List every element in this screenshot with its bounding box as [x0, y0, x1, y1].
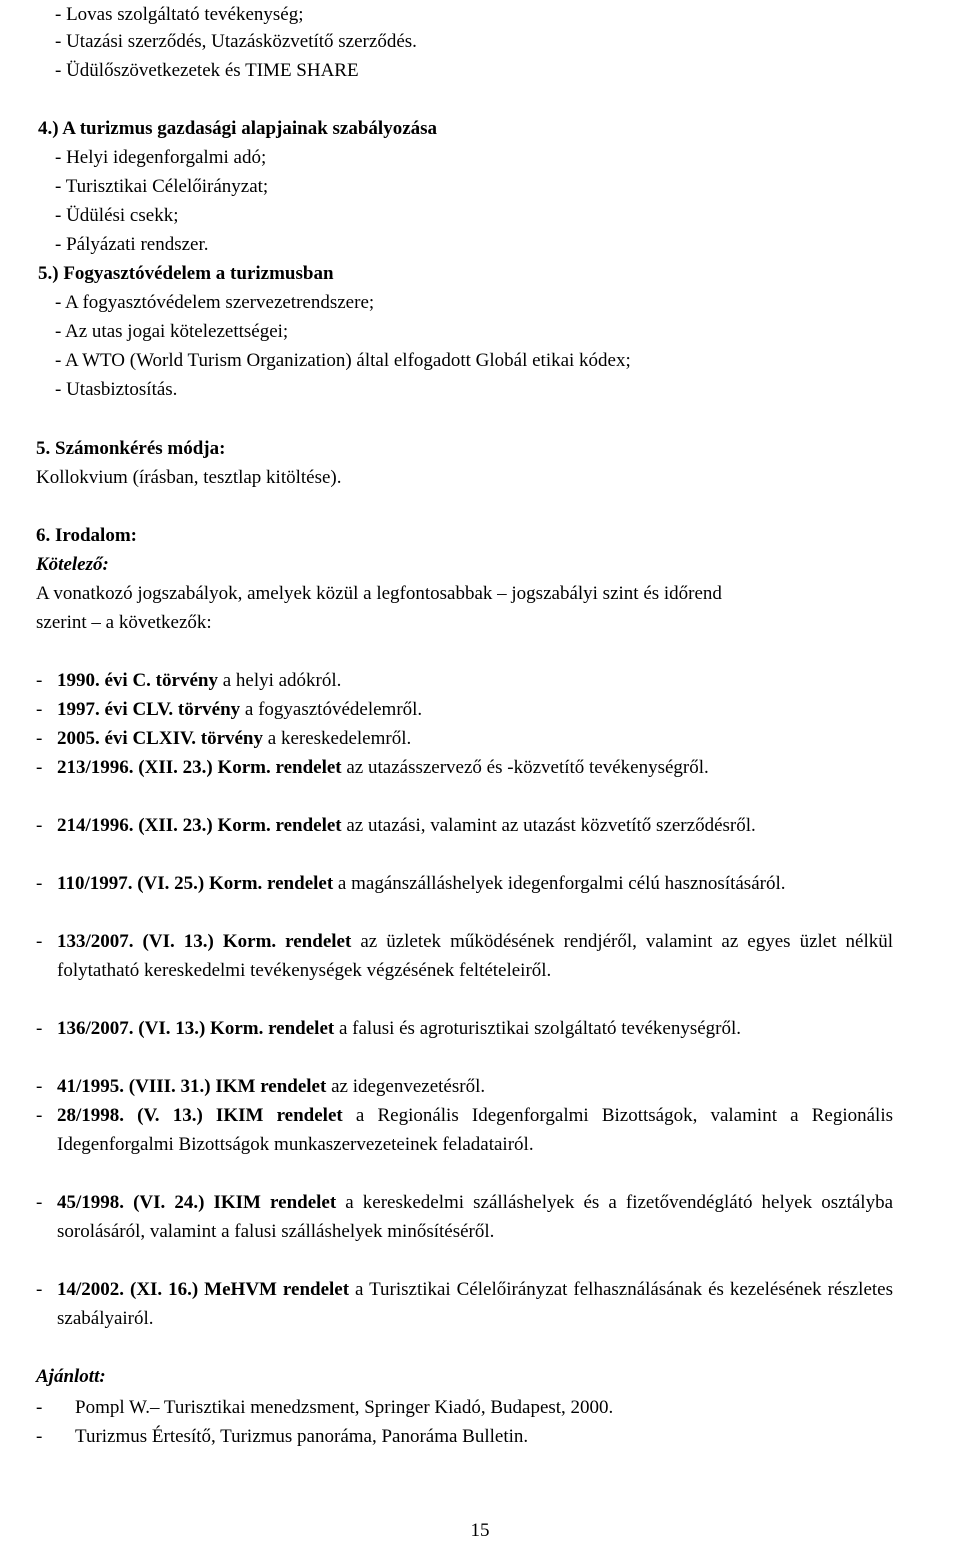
law-item: - 110/1997. (VI. 25.) Korm. rendelet a magánszálláshelyek idegenforgalmi célú hasznosításáról.	[36, 873, 786, 894]
list-item: - A WTO (World Turism Organization) által elfogadott Globál etikai kódex;	[55, 350, 631, 371]
mandatory-label: Kötelező:	[36, 554, 109, 575]
law-item: - 213/1996. (XII. 23.) Korm. rendelet az utazásszervező és -közvetítő tevékenységről.	[36, 757, 709, 778]
recommended-dash: -	[36, 1397, 43, 1418]
law-item: - 45/1998. (VI. 24.) IKIM rendelet a kereskedelmi szálláshelyek és a fizetővendéglátó helyek osztályba sorolásáról, valamint a falusi szálláshelyek minősítéséről.	[36, 1192, 894, 1242]
recommended-dash: -	[36, 1426, 43, 1447]
law-item: - 1997. évi CLV. törvény a fogyasztóvédelemről.	[36, 699, 423, 720]
list-item: - Az utas jogai kötelezettségei;	[55, 321, 289, 342]
law-item: - 133/2007. (VI. 13.) Korm. rendelet az üzletek működésének rendjéről, valamint az egyes üzlet nélkül folytatható kereskedelmi tevékenységek végzésének feltételeiről.	[36, 931, 894, 981]
list-item: - A fogyasztóvédelem szervezetrendszere;	[55, 292, 375, 313]
recommended-item: Pompl W.– Turisztikai menedzsment, Springer Kiadó, Budapest, 2000.	[75, 1397, 614, 1418]
assessment-heading: 5. Számonkérés módja:	[36, 438, 226, 459]
list-item: - Üdülési csekk;	[55, 205, 179, 226]
section-heading: 4.) A turizmus gazdasági alapjainak szabályozása	[38, 118, 438, 139]
recommended-item: Turizmus Értesítő, Turizmus panoráma, Panoráma Bulletin.	[75, 1426, 529, 1447]
list-item: - Üdülőszövetkezetek és TIME SHARE	[55, 60, 359, 81]
list-item: - Lovas szolgáltató tevékenység;	[55, 4, 304, 25]
list-item: - Utazási szerződés, Utazásközvetítő szerződés.	[55, 31, 417, 52]
literature-intro: szerint – a következők:	[36, 612, 212, 633]
literature-intro: A vonatkozó jogszabályok, amelyek közül a legfontosabbak – jogszabályi szint és időrend	[36, 583, 722, 604]
list-item: - Utasbiztosítás.	[55, 379, 178, 400]
law-item: - 2005. évi CLXIV. törvény a kereskedelemről.	[36, 728, 412, 749]
list-item: - Pályázati rendszer.	[55, 234, 209, 255]
law-item: - 214/1996. (XII. 23.) Korm. rendelet az utazási, valamint az utazást közvetítő szerződésről.	[36, 815, 756, 836]
law-item: - 1990. évi C. törvény a helyi adókról.	[36, 670, 342, 691]
section-heading: 5.) Fogyasztóvédelem a turizmusban	[38, 263, 334, 284]
list-item: - Helyi idegenforgalmi adó;	[55, 147, 267, 168]
page-number: 15	[470, 1520, 490, 1541]
law-item: - 41/1995. (VIII. 31.) IKM rendelet az idegenvezetésről.	[36, 1076, 486, 1097]
law-item: - 136/2007. (VI. 13.) Korm. rendelet a falusi és agroturisztikai szolgáltató tevékenységről.	[36, 1018, 742, 1039]
recommended-label: Ajánlott:	[36, 1366, 106, 1387]
assessment-text: Kollokvium (írásban, tesztlap kitöltése).	[36, 467, 342, 488]
list-item: - Turisztikai Célelőirányzat;	[55, 176, 269, 197]
law-item: - 28/1998. (V. 13.) IKIM rendelet a Regionális Idegenforgalmi Bizottságok, valamint a Regionális Idegenforgalmi Bizottságok munkaszervezeteinek feladatairól.	[36, 1105, 893, 1155]
law-item: - 14/2002. (XI. 16.) MeHVM rendelet a Turisztikai Célelőirányzat felhasználásának és kezelésének részletes szabályairól.	[36, 1279, 893, 1329]
literature-heading: 6. Irodalom:	[36, 525, 137, 546]
